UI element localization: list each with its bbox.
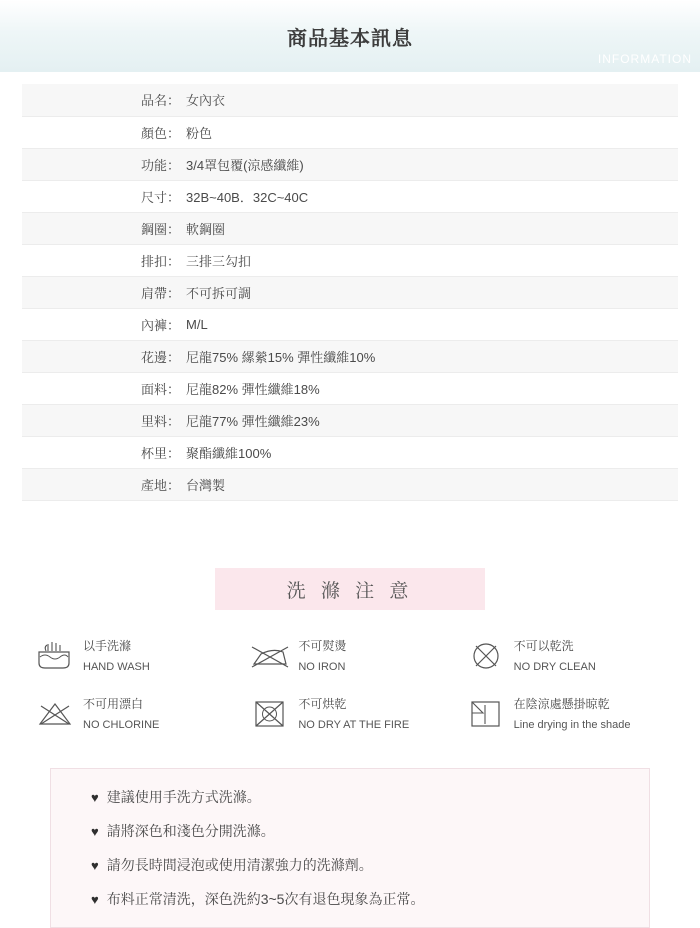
page-header	[0, 0, 700, 72]
heart-icon: ♥	[91, 823, 99, 839]
page-title: 商品基本訊息	[287, 27, 413, 50]
wash-item-line-dry-shade	[465, 694, 680, 734]
wash-label-en: NO IRON	[298, 661, 346, 673]
table-row	[22, 308, 678, 340]
wash-item-no-dry-clean	[465, 636, 680, 676]
wash-item-no-iron	[249, 636, 464, 676]
info-value: 32B~40B．32C~40C	[182, 180, 678, 212]
wash-label-zh: 不可烘乾	[298, 697, 347, 711]
wash-title: 洗 滌 注 意	[215, 568, 485, 610]
wash-label-en: HAND WASH	[83, 661, 150, 673]
wash-text	[298, 636, 346, 676]
table-row-spacer	[22, 500, 678, 534]
line-dry-shade-icon	[465, 697, 507, 731]
info-value: 尼龍75% 縲縈15% 彈性纖維10%	[182, 340, 678, 372]
info-value: 三排三勾扣	[182, 244, 678, 276]
note-line	[91, 787, 649, 807]
table-row	[22, 148, 678, 180]
info-label: 里料：	[22, 404, 182, 436]
table-row	[22, 116, 678, 148]
info-value: 粉色	[182, 116, 678, 148]
info-label: 產地：	[22, 468, 182, 500]
table-row	[22, 468, 678, 500]
no-tumble-dry-icon	[249, 697, 291, 731]
spacer-cell	[22, 500, 182, 534]
info-value: 女內衣	[182, 84, 678, 116]
wash-label-zh: 不可用漂白	[83, 697, 144, 711]
product-info-section	[0, 72, 700, 534]
wash-label-zh: 不可熨燙	[298, 639, 347, 653]
hand-wash-icon	[34, 639, 76, 673]
info-label: 顏色：	[22, 116, 182, 148]
table-row	[22, 212, 678, 244]
note-text: 建議使用手洗方式洗滌。	[106, 789, 261, 805]
info-value: 聚酯纖維100%	[182, 436, 678, 468]
wash-label-zh: 不可以乾洗	[513, 639, 574, 653]
table-row	[22, 404, 678, 436]
wash-label-zh: 以手洗滌	[83, 639, 132, 653]
heart-icon: ♥	[91, 789, 99, 805]
wash-text	[298, 694, 409, 734]
wash-item-hand-wash	[34, 636, 249, 676]
wash-label-en: NO DRY AT THE FIRE	[298, 719, 410, 731]
product-info-body	[22, 84, 678, 534]
table-row	[22, 276, 678, 308]
wash-label-en: Line drying in the shade	[513, 719, 631, 731]
info-value: 尼龍82% 彈性纖維18%	[182, 372, 678, 404]
note-text: 請將深色和淺色分開洗滌。	[106, 823, 275, 839]
spacer-cell	[182, 500, 678, 534]
heart-icon: ♥	[91, 891, 99, 907]
info-value: 尼龍77% 彈性纖維23%	[182, 404, 678, 436]
info-label: 品名：	[22, 84, 182, 116]
info-label: 尺寸：	[22, 180, 182, 212]
info-label: 功能：	[22, 148, 182, 180]
info-value: 台灣製	[182, 468, 678, 500]
wash-notes-box	[50, 768, 650, 928]
info-label: 鋼圈：	[22, 212, 182, 244]
info-value: M/L	[182, 308, 678, 340]
info-value: 不可拆可調	[182, 276, 678, 308]
wash-text	[514, 694, 631, 734]
note-text: 布料正常清洗，深色洗約3~5次有退色現象為正常。	[106, 891, 425, 907]
wash-care-icons	[20, 636, 680, 734]
info-label: 花邊：	[22, 340, 182, 372]
wash-label-zh: 在陰涼處懸掛晾乾	[513, 697, 610, 711]
wash-text	[83, 694, 159, 734]
table-row	[22, 340, 678, 372]
info-label: 杯里：	[22, 436, 182, 468]
wash-text	[83, 636, 150, 676]
info-label: 排扣：	[22, 244, 182, 276]
page-subtitle: INFORMATION	[597, 52, 692, 66]
note-line	[91, 821, 649, 841]
wash-item-no-tumble-dry	[249, 694, 464, 734]
product-info-table	[22, 84, 678, 534]
info-value: 軟鋼圈	[182, 212, 678, 244]
heart-icon: ♥	[91, 857, 99, 873]
wash-title-wrap	[0, 568, 700, 610]
info-label: 內褲：	[22, 308, 182, 340]
wash-item-no-chlorine	[34, 694, 249, 734]
no-chlorine-icon	[34, 697, 76, 731]
info-label: 面料：	[22, 372, 182, 404]
wash-text	[514, 636, 596, 676]
table-row	[22, 244, 678, 276]
no-iron-icon	[249, 639, 291, 673]
info-label: 肩帶：	[22, 276, 182, 308]
table-row	[22, 180, 678, 212]
table-row	[22, 372, 678, 404]
no-dry-clean-icon	[465, 639, 507, 673]
wash-label-en: NO CHLORINE	[83, 719, 160, 731]
info-value: 3/4罩包覆(涼感纖維)	[182, 148, 678, 180]
table-row	[22, 436, 678, 468]
note-text: 請勿長時間浸泡或使用清潔強力的洗滌劑。	[106, 857, 373, 873]
note-line	[91, 889, 649, 909]
table-row	[22, 84, 678, 116]
note-line	[91, 855, 649, 875]
wash-label-en: NO DRY CLEAN	[513, 661, 596, 673]
